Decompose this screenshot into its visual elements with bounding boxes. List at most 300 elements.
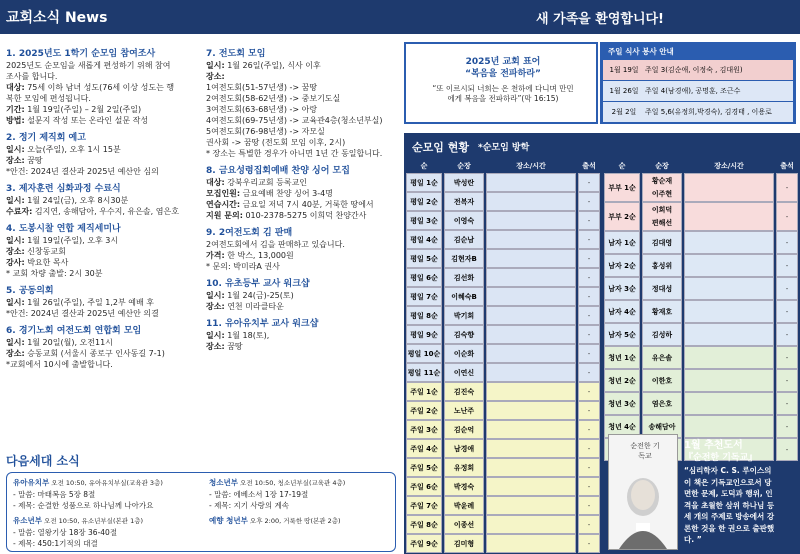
nextgen-place: 유아유치부실(교육관 3층) <box>88 479 163 487</box>
book-description-line: 이 책은 기독교인으로서 당 <box>684 477 772 487</box>
nextgen-time: 오후 2:00, <box>247 517 284 525</box>
meal-duty-row <box>603 81 793 101</box>
group-leader: 박윤례 <box>444 496 484 515</box>
news-item-line <box>6 82 202 93</box>
nextgen-item <box>13 515 201 549</box>
group-attendance: - <box>578 420 600 439</box>
news-line-text: * 문의: 박미라A 권사 <box>206 262 280 271</box>
news-line-text: 승동교회 (서울시 종로구 인사동길 7-1) <box>24 349 165 358</box>
news-line-text: * 장소는 특별한 경우가 아니면 1년 간 동일합니다. <box>206 149 383 158</box>
news-item <box>6 223 202 279</box>
group-table-header: 순 <box>420 162 428 170</box>
news-line-text: 010-2378-5275 이희덕 찬양간사 <box>242 211 367 220</box>
news-line-label: 가격: <box>206 251 225 260</box>
group-attendance: - <box>578 439 600 458</box>
group-name: 청년 1순 <box>604 346 640 369</box>
news-line-label: 장소: <box>6 349 25 358</box>
group-attendance: - <box>578 306 600 325</box>
nextgen-time: 오전 10:50, <box>237 479 278 487</box>
group-name: 평일 6순 <box>406 268 442 287</box>
group-name: 주일 2순 <box>406 401 442 420</box>
news-item-title: 8. 금요성령집회예배 찬양 싱어 모집 <box>206 166 350 176</box>
group-place-time <box>486 173 576 192</box>
news-line-label: 장소: <box>206 342 225 351</box>
group-attendance: - <box>776 254 798 277</box>
group-leader: 정대성 <box>642 277 682 300</box>
group-attendance: - <box>578 325 600 344</box>
group-leader: 김순남 <box>444 230 484 249</box>
nextgen-item-header <box>13 515 201 527</box>
nextgen-place: 유소년부실(본관 1층) <box>81 517 144 525</box>
news-line-label: 강사: <box>6 258 25 267</box>
group-place-time <box>486 287 576 306</box>
book-name: 『순전한 기독교』 <box>684 453 758 463</box>
meal-duty-date: 1월 19일 <box>609 66 639 74</box>
news-line-text: 조사를 합니다. <box>6 72 58 81</box>
news-item-line <box>206 239 402 250</box>
news-line-text: 1월 19일(주일), 오후 3시 <box>24 236 119 245</box>
news-line-text: 박요한 목사 <box>24 258 69 267</box>
news-line-text: 1월 18(토), <box>224 331 270 340</box>
group-attendance: - <box>578 458 600 477</box>
group-attendance: - <box>776 323 798 346</box>
news-line-text: 3여전도회(63-68년생) -> 아랑 <box>206 105 318 114</box>
meal-duty-box <box>600 42 796 124</box>
book-description <box>684 465 796 546</box>
news-item-line <box>6 235 202 246</box>
news-line-label: 일시: <box>6 196 25 205</box>
news-item-line <box>206 126 402 137</box>
nextgen-place: 거룩한 땅(본관 2층) <box>283 517 341 525</box>
news-item-line <box>206 104 402 115</box>
group-place-time <box>684 369 774 392</box>
group-name: 평일 4순 <box>406 230 442 249</box>
news-item-line <box>206 177 402 188</box>
news-line-text: 2025년도 순모임을 새롭게 편성하기 위해 참여 <box>6 61 171 70</box>
news-item-title: 10. 유초등부 교사 워크샵 <box>206 279 310 289</box>
news-item-line <box>206 199 402 210</box>
news-line-text: *안건: 2024년 결산과 2025년 예산안 의결 <box>6 309 159 318</box>
group-place-time <box>486 439 576 458</box>
group-leader: 김대영 <box>642 231 682 254</box>
nextgen-dept: 유아유치부 <box>13 478 50 487</box>
meal-duty-names: 주일 3(김순애, 이정숙 , 김대원) <box>645 66 743 74</box>
news-line-text: *안건: 2024년 결산과 2025년 예산안 심의 <box>6 167 159 176</box>
group-place-time <box>486 534 576 553</box>
news-line-label: 장소: <box>206 72 225 81</box>
group-attendance: - <box>578 268 600 287</box>
group-leader: 이한호 <box>642 369 682 392</box>
group-leader: 황재호 <box>642 300 682 323</box>
news-item-title: 9. 2여전도회 김 판매 <box>206 228 293 238</box>
nextgen-item-header <box>209 477 397 489</box>
news-line-text: 김지연, 송해담아, 우수지, 유은솔, 염은호 <box>32 207 179 216</box>
news-line-label: 대상: <box>6 83 25 92</box>
news-item-title: 4. 도봉시찰 연합 제직세미나 <box>6 224 121 234</box>
news-item-title: 6. 경기노회 여전도회 연합회 모임 <box>6 326 142 336</box>
slogan-text: “복음을 전파하라” <box>465 69 541 79</box>
group-name: 청년 4순 <box>604 415 640 438</box>
group-attendance: - <box>578 382 600 401</box>
group-attendance: - <box>578 515 600 534</box>
nextgen-item-header <box>209 515 397 527</box>
news-item-title: 2. 정기 제직회 예고 <box>6 133 86 143</box>
news-line-text: * 교회 차량 출발: 2시 30분 <box>6 269 103 278</box>
group-place-time <box>684 254 774 277</box>
group-place-time <box>486 458 576 477</box>
group-place-time <box>684 277 774 300</box>
news-item-line <box>206 330 402 341</box>
group-name: 평일 11순 <box>406 363 442 382</box>
group-name: 평일 3순 <box>406 211 442 230</box>
nextgen-line: - 말씀: 마태복음 5장 8절 <box>13 490 96 499</box>
meal-duty-names: 주일 5,6(유정희,박경숙), 김경태 , 이용로 <box>645 108 772 116</box>
meal-duty-names: 주일 4(남경애), 공명훈, 조근수 <box>645 87 741 95</box>
group-leader-name: 편해선 <box>651 219 673 227</box>
news-line-text: 75세 이하 남녀 성도(76세 이상 성도는 행 <box>24 83 175 92</box>
group-attendance: - <box>578 477 600 496</box>
book-cover <box>608 434 678 550</box>
news-line-text: 권사회 -> 꿈땅 (전도회 모임 이후, 2시) <box>206 138 346 147</box>
news-line-text: 복한 모임에 편성됩니다. <box>6 94 91 103</box>
group-name: 평일 7순 <box>406 287 442 306</box>
group-leader: 이종선 <box>444 515 484 534</box>
group-leader: 노난주 <box>444 401 484 420</box>
news-item <box>206 318 402 352</box>
news-line-label: 일시: <box>206 291 225 300</box>
news-line-text: 꿈땅 <box>224 342 243 351</box>
nextgen-dept: 청소년부 <box>209 478 238 487</box>
news-item-line <box>206 82 402 93</box>
news-item-line <box>6 359 202 370</box>
book-section-title: 1월 추천도서 <box>684 440 743 451</box>
news-line-text: 1여전도회(51-57년생) -> 꿈땅 <box>206 83 318 92</box>
group-attendance: - <box>578 230 600 249</box>
group-name: 남자 3순 <box>604 277 640 300</box>
news-line-text: 2여전도회에서 김을 판매하고 있습니다. <box>206 240 345 249</box>
group-leader: 김미형 <box>444 534 484 553</box>
news-item-line <box>6 155 202 166</box>
news-item-line <box>206 115 402 126</box>
news-item-line <box>206 341 402 352</box>
group-table-header: 순 <box>618 162 626 170</box>
news-line-label: 일시: <box>6 298 25 307</box>
book-description-line: 면한 문제, 도덕과 행위, 인 <box>684 489 773 498</box>
news-column-left <box>6 48 202 376</box>
news-line-label: 지원 문의: <box>206 211 243 220</box>
group-name: 남자 5순 <box>604 323 640 346</box>
slogan-verse <box>414 84 592 104</box>
group-leader: 김현자B <box>444 249 484 268</box>
group-place-time <box>684 300 774 323</box>
group-attendance: - <box>776 202 798 231</box>
group-name: 주일 9순 <box>406 534 442 553</box>
news-item <box>206 165 402 221</box>
nextgen-dept: 예향 청년부 <box>209 516 248 525</box>
group-attendance: - <box>578 173 600 192</box>
news-item <box>206 48 402 159</box>
nextgen-line: - 말씀: 에베소서 1장 17-19절 <box>209 490 309 499</box>
group-place-time <box>684 415 774 438</box>
group-table-header: 순장 <box>655 162 669 170</box>
news-item-line <box>206 148 402 159</box>
group-leader-name: 황순재 <box>651 177 673 185</box>
group-place-time <box>486 477 576 496</box>
group-attendance: - <box>776 415 798 438</box>
news-line-label: 일시: <box>6 236 25 245</box>
news-item-line <box>6 348 202 359</box>
news-item-line <box>206 210 402 221</box>
group-status-title: 순모임 현황 <box>412 141 469 154</box>
news-item-line <box>6 268 202 279</box>
news-item-title: 1. 2025년도 1학기 순모임 참여조사 <box>6 49 156 59</box>
group-attendance: - <box>776 173 798 202</box>
news-line-label: 장소: <box>6 156 25 165</box>
book-description-line: 다. ” <box>684 535 702 544</box>
nextgen-item-header <box>13 477 201 489</box>
group-attendance: - <box>776 300 798 323</box>
meal-duty-title: 주일 식사 봉사 안내 <box>608 47 674 56</box>
news-line-text: 설문지 작성 또는 온라인 설문 작성 <box>24 116 149 125</box>
group-place-time <box>486 363 576 382</box>
group-attendance: - <box>776 346 798 369</box>
news-item-line <box>206 93 402 104</box>
group-table-header: 장소/시간 <box>714 162 744 170</box>
news-item <box>206 227 402 272</box>
news-line-label: 방법: <box>6 116 25 125</box>
group-leader: 김숙향 <box>444 325 484 344</box>
group-name: 주일 5순 <box>406 458 442 477</box>
group-name: 주일 4순 <box>406 439 442 458</box>
group-place-time <box>486 401 576 420</box>
group-attendance: - <box>578 534 600 553</box>
news-line-text: 2여전도회(58-62년생) -> 중보기도실 <box>206 94 341 103</box>
news-item-title: 5. 공동의회 <box>6 286 54 296</box>
book-description-line: “심리학자 C. S. 루이스의 <box>684 466 772 475</box>
nextgen-time: 오전 10:50, <box>49 479 89 487</box>
group-place-time <box>486 496 576 515</box>
news-item-line <box>6 104 202 115</box>
meal-duty-row <box>603 60 793 80</box>
news-item <box>6 132 202 177</box>
news-item-line <box>6 337 202 348</box>
group-place-time <box>486 192 576 211</box>
news-line-text: 꿈땅 <box>24 156 43 165</box>
group-name: 남자 1순 <box>604 231 640 254</box>
book-description-line: 론한 것을 한 권으로 출판했 <box>684 523 775 533</box>
news-item-line <box>6 195 202 206</box>
news-line-text: 1월 26일(주일), 주일 1,2부 예배 후 <box>24 298 154 307</box>
group-leader <box>642 202 682 231</box>
news-line-text: 1월 26일(주일), 식사 이후 <box>224 61 321 70</box>
group-leader: 박성란 <box>444 173 484 192</box>
group-place-time <box>684 231 774 254</box>
group-leader: 이혜숙B <box>444 287 484 306</box>
news-item-line <box>6 144 202 155</box>
group-place-time <box>486 420 576 439</box>
group-leader: 이연신 <box>444 363 484 382</box>
group-leader-name: 이주현 <box>651 190 673 198</box>
group-place-time <box>486 325 576 344</box>
news-item-line <box>206 290 402 301</box>
news-item <box>6 48 202 126</box>
news-item-line <box>6 297 202 308</box>
group-name: 평일 9순 <box>406 325 442 344</box>
group-leader: 유정희 <box>444 458 484 477</box>
slogan-heading: 2025년 교회 표어 <box>465 57 541 67</box>
news-item-line <box>6 115 202 126</box>
group-name: 주일 7순 <box>406 496 442 515</box>
group-name: 평일 5순 <box>406 249 442 268</box>
news-line-label: 일시: <box>6 145 25 154</box>
group-attendance: - <box>578 211 600 230</box>
group-place-time <box>486 306 576 325</box>
news-item-line <box>6 60 202 71</box>
book-description-line: 격을 초월한 삼위 하나님 등 <box>684 500 775 510</box>
news-line-text: 1월 24(금)-25(토) <box>224 291 294 300</box>
book-cover-title: 순전한 기독교 <box>630 442 660 460</box>
news-line-label: 모집인원: <box>206 189 241 198</box>
group-leader: 홍성위 <box>642 254 682 277</box>
group-leader: 염은호 <box>642 392 682 415</box>
group-attendance: - <box>578 287 600 306</box>
news-item-line <box>6 93 202 104</box>
group-table-header: 출석 <box>582 162 596 170</box>
news-item-line <box>6 246 202 257</box>
news-item-line <box>206 188 402 199</box>
news-item-title: 11. 유아유치부 교사 워크샵 <box>206 319 319 329</box>
news-line-label: 장소: <box>206 302 225 311</box>
group-place-time <box>684 173 774 202</box>
nextgen-item <box>209 515 397 527</box>
group-attendance: - <box>776 277 798 300</box>
group-leader: 송해담아 <box>642 415 682 438</box>
group-place-time <box>486 515 576 534</box>
news-line-label: 일시: <box>206 331 225 340</box>
news-line-label: 수료자: <box>6 207 33 216</box>
group-name: 남자 2순 <box>604 254 640 277</box>
nextgen-line: - 말씀: 열왕기상 18장 36-40절 <box>13 528 118 537</box>
news-line-text: 신창동교회 <box>24 247 66 256</box>
news-item-line <box>6 166 202 177</box>
news-line-label: 연습시간: <box>206 200 241 209</box>
group-attendance: - <box>578 249 600 268</box>
group-status-subtitle: *순모임 방학 <box>478 143 530 153</box>
news-item <box>6 183 202 217</box>
news-line-text: 5여전도회(76-98년생) -> 자모실 <box>206 127 325 136</box>
news-line-label: 대상: <box>206 178 225 187</box>
news-item-line <box>6 257 202 268</box>
news-line-text: 강북우리교회 등록교인 <box>224 178 308 187</box>
news-line-text: 금요예배 찬양 싱어 3-4명 <box>240 189 333 198</box>
news-line-text: *교회에서 10시에 출발합니다. <box>6 360 113 369</box>
group-place-time <box>486 211 576 230</box>
group-leader: 김순억 <box>444 420 484 439</box>
group-place-time <box>486 249 576 268</box>
news-item-line <box>206 261 402 272</box>
news-item-line <box>6 206 202 217</box>
news-line-text: 오늘(주일), 오후 1시 15분 <box>24 145 121 154</box>
group-name: 평일 10순 <box>406 344 442 363</box>
meal-duty-date: 1월 26일 <box>609 87 639 95</box>
group-name: 평일 8순 <box>406 306 442 325</box>
header-bar <box>0 0 800 34</box>
group-leader: 이순화 <box>444 344 484 363</box>
news-item-title: 3. 제자훈련 심화과정 수료식 <box>6 184 121 194</box>
news-line-text: 1월 20일(월), 오전11시 <box>24 338 113 347</box>
group-leader: 전복자 <box>444 192 484 211</box>
news-line-text: 1월 24일(금), 오후 8시30분 <box>24 196 129 205</box>
group-attendance: - <box>578 192 600 211</box>
news-column-middle <box>206 48 402 358</box>
meal-duty-row <box>603 102 793 122</box>
group-table-header: 장소/시간 <box>516 162 546 170</box>
group-leader: 이영숙 <box>444 211 484 230</box>
news-item-line <box>6 308 202 319</box>
nextgen-line: - 제목: 450:1기적의 대결 <box>13 539 98 548</box>
group-place-time <box>486 382 576 401</box>
page-title: 교회소식 News <box>6 10 108 26</box>
news-item-line <box>6 71 202 82</box>
news-item-line <box>206 301 402 312</box>
group-name: 청년 2순 <box>604 369 640 392</box>
news-line-label: 일시: <box>6 338 25 347</box>
group-leader: 김진숙 <box>444 382 484 401</box>
group-table-header: 순장 <box>457 162 471 170</box>
news-line-text: 4여전도회(69-75년생) -> 교육관4층(청소년부실) <box>206 116 383 125</box>
group-attendance: - <box>578 496 600 515</box>
group-name: 평일 2순 <box>406 192 442 211</box>
group-name: 평일 1순 <box>406 173 442 192</box>
news-item-line <box>206 60 402 71</box>
group-place-time <box>486 268 576 287</box>
nextgen-line: - 제목: 순결한 성품으로 하나님께 나아가요 <box>13 501 154 510</box>
group-place-time <box>684 392 774 415</box>
group-attendance: - <box>776 369 798 392</box>
group-table-header: 출석 <box>780 162 794 170</box>
group-attendance: - <box>578 344 600 363</box>
group-leader <box>642 173 682 202</box>
news-line-text: 1월 19일(주일) – 2월 2일(주일) <box>24 105 142 114</box>
nextgen-item <box>209 477 397 511</box>
group-name: 남자 4순 <box>604 300 640 323</box>
news-line-text: 연천 미라클타운 <box>224 302 284 311</box>
news-item-title: 7. 전도회 모임 <box>206 49 266 59</box>
group-place-time <box>684 323 774 346</box>
group-place-time <box>684 346 774 369</box>
group-attendance: - <box>776 392 798 415</box>
news-line-text: 금요일 저녁 7시 40분, 거룩한 땅에서 <box>240 200 374 209</box>
group-name: 청년 3순 <box>604 392 640 415</box>
group-leader: 박경숙 <box>444 477 484 496</box>
nextgen-place: 청소년부실(교육관 4층) <box>277 479 346 487</box>
news-item-line <box>206 250 402 261</box>
group-place-time <box>486 230 576 249</box>
meal-duty-date: 2월 2일 <box>611 108 637 116</box>
group-name: 주일 1순 <box>406 382 442 401</box>
group-leader-name: 이희덕 <box>651 206 673 214</box>
group-name: 주일 3순 <box>406 420 442 439</box>
news-item <box>6 325 202 370</box>
group-attendance: - <box>578 363 600 382</box>
welcome-banner: 새 가족을 환영합니다! <box>535 12 664 27</box>
slogan-verse-line: 에게 복음을 전파하라”(막 16:15) <box>447 94 559 103</box>
group-leader: 유은솔 <box>642 346 682 369</box>
group-leader: 박기희 <box>444 306 484 325</box>
news-line-text: 한 박스, 13,000원 <box>224 251 294 260</box>
group-name: 주일 6순 <box>406 477 442 496</box>
nextgen-line: - 제목: 지기 사랑의 계속 <box>209 501 289 510</box>
